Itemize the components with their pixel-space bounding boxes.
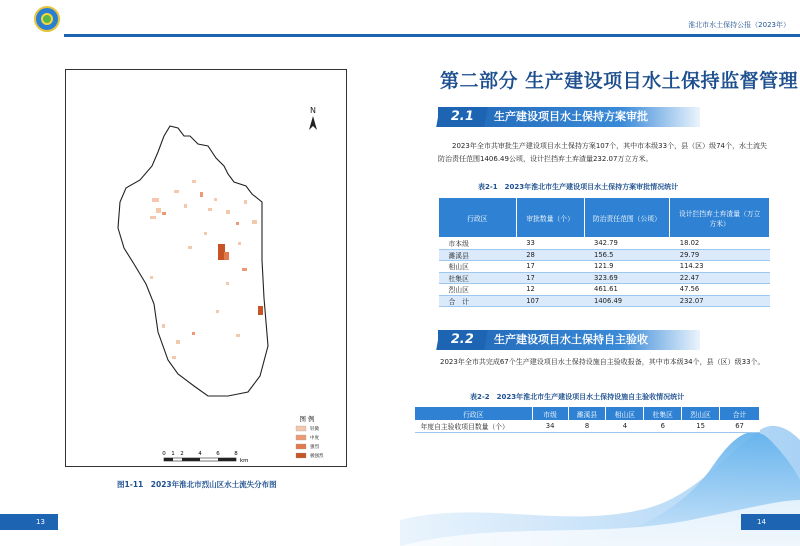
table-header: 烈山区 [682, 407, 720, 421]
section-number: 2.2 [436, 330, 488, 350]
section-title: 生产建设项目水土保持方案审批 [494, 110, 648, 123]
table-2-1 [438, 197, 770, 307]
legend-item: 强烈 [310, 445, 319, 450]
scale-tick: 8 [234, 451, 238, 457]
table-row: 烈山区 12 461.61 47.56 [439, 284, 770, 296]
table-2-2 [414, 406, 760, 433]
legend-item: 中度 [310, 436, 319, 441]
table-header: 审批数量（个） [516, 198, 584, 238]
table-row: 杜集区 17 323.69 22.47 [439, 272, 770, 284]
table-header: 行政区 [415, 407, 533, 421]
table-row: 市本级 33 342.79 18.02 [439, 238, 770, 250]
scale-tick: 1 [171, 451, 175, 457]
table-row: 濉溪县 28 156.5 29.79 [439, 249, 770, 261]
header-rule [64, 34, 800, 37]
page-number-right: 14 [741, 514, 800, 530]
erosion-map [66, 70, 348, 468]
section-2-1-header [438, 107, 700, 127]
legend-title: 图 例 [299, 415, 315, 423]
scale-tick: 2 [180, 451, 184, 457]
table-header: 设计拦挡弃土弃渣量（万立方米） [670, 198, 770, 238]
scale-bar [162, 451, 248, 464]
map-legend [296, 414, 324, 459]
table-row: 年度自主验收项目数量（个） 34 8 4 6 15 67 [415, 421, 760, 433]
legend-item: 轻微 [310, 427, 319, 432]
table-header: 濉溪县 [568, 407, 606, 421]
table-header: 市级 [532, 407, 568, 421]
district-boundary [118, 126, 268, 396]
section-2-2-paragraph: 2023年全市共完成67个生产建设项目水土保持设施自主验收报备，其中市本级34个，县（区）级33个。 [440, 358, 765, 366]
section-title: 生产建设项目水土保持自主验收 [494, 333, 648, 346]
table-row: 合 计 107 1406.49 232.07 [439, 295, 770, 307]
bureau-logo-icon [34, 6, 60, 32]
scale-unit: km [240, 458, 249, 464]
section-number: 2.1 [436, 107, 488, 127]
table-row: 相山区 17 121.9 114.23 [439, 261, 770, 273]
scale-tick: 6 [216, 451, 220, 457]
scale-tick: 4 [198, 451, 202, 457]
figure-caption: 图1-11 2023年淮北市烈山区水土流失分布图 [117, 480, 277, 489]
table-header: 行政区 [439, 198, 517, 238]
table-header: 防治责任范围（公顷） [584, 198, 670, 238]
page-number-left: 13 [0, 514, 58, 530]
table-2-1-caption: 表2-1 2023年淮北市生产建设项目水土保持方案审批情况统计 [478, 183, 679, 191]
scale-tick: 0 [162, 451, 166, 457]
report-title: 淮北市水土保持公报（2023年） [688, 21, 790, 29]
erosion-map-frame [65, 69, 347, 467]
north-arrow-icon [309, 106, 317, 130]
legend-item: 极强烈 [310, 454, 324, 459]
part-title: 第二部分 生产建设项目水土保持监督管理 [440, 70, 799, 92]
table-header: 杜集区 [644, 407, 682, 421]
table-header: 合计 [720, 407, 760, 421]
svg-text:N: N [310, 106, 316, 115]
table-2-2-caption: 表2-2 2023年淮北市生产建设项目水土保持设施自主验收情况统计 [470, 393, 685, 401]
section-2-1-paragraph: 2023年全市共审批生产建设项目水土保持方案107个，其中市本级33个，县（区）级74个，水土流失防治责任范围1406.49公顷，设计拦挡弃土弃渣量232.07万立方米。 [438, 142, 767, 163]
section-2-2-header [438, 330, 700, 350]
table-header: 相山区 [606, 407, 644, 421]
